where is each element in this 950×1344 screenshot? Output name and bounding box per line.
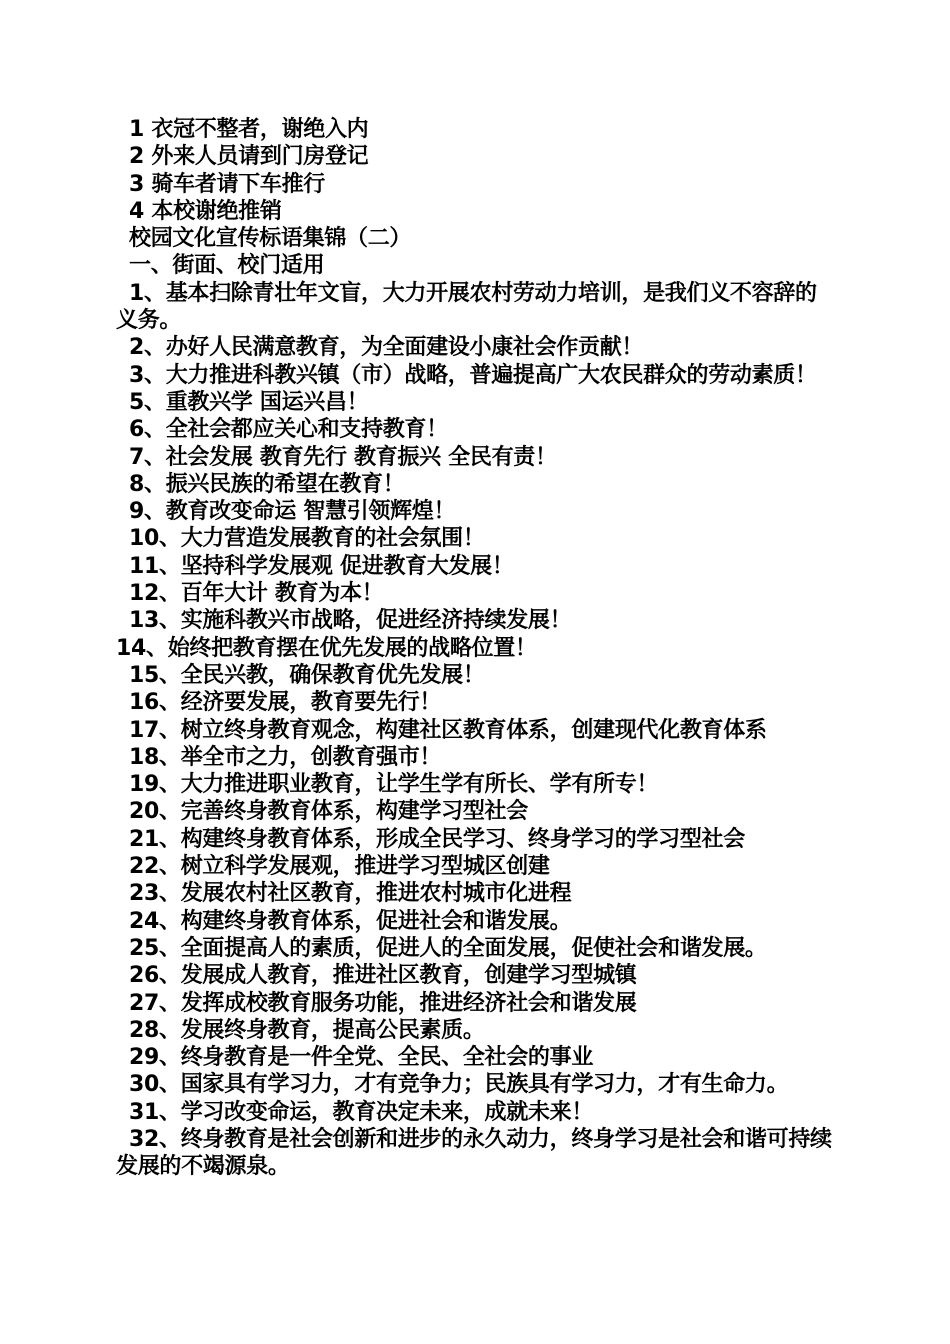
- list-item: 19、大力推进职业教育，让学生学有所长、学有所专！: [129, 772, 659, 798]
- document-body: [116, 116, 836, 1181]
- list-item: 14、始终把教育摆在优先发展的战略位置！: [116, 635, 537, 661]
- list-item: 28、发展终身教育，提高公民素质。: [129, 1017, 485, 1043]
- text-line: 2 外来人员请到门房登记: [129, 144, 369, 170]
- list-item: 31、学习改变命运，教育决定未来，成就未来！: [129, 1099, 594, 1125]
- list-item: 9、教育改变命运 智慧引领辉煌！: [129, 499, 456, 525]
- list-item: 16、经济要发展，教育要先行！: [129, 690, 442, 716]
- list-item: 22、树立科学发展观，推进学习型城区创建: [129, 854, 550, 880]
- text-line: 1 衣冠不整者，谢绝入内: [129, 117, 369, 142]
- list-item: 27、发挥成校教育服务功能，推进经济社会和谐发展: [129, 990, 637, 1016]
- list-item: 3、大力推进科教兴镇（市）战略，普遍提高广大农民群众的劳动素质！: [129, 362, 817, 388]
- text-line: 4 本校谢绝推销: [129, 198, 282, 224]
- list-item: 24、构建终身教育体系，促进社会和谐发展。: [129, 908, 572, 934]
- list-item: 26、发展成人教育，推进社区教育，创建学习型城镇: [129, 963, 637, 989]
- section-heading: 一、街面、校门适用: [129, 253, 325, 279]
- section-title: 校园文化宣传标语集锦（二）: [129, 226, 412, 252]
- list-item: 25、全面提高人的素质，促进人的全面发展，促使社会和谐发展。: [129, 935, 767, 961]
- list-item: 13、实施科教兴市战略，促进经济持续发展！: [129, 608, 572, 634]
- list-item: 29、终身教育是一件全党、全民、全社会的事业: [129, 1045, 594, 1071]
- list-item: 1、基本扫除青壮年文盲，大力开展农村劳动力培训，是我们义不容辞的义务。: [116, 280, 817, 334]
- list-item: 7、社会发展 教育先行 教育振兴 全民有责！: [129, 444, 557, 470]
- list-item: 30、国家具有学习力，才有竞争力；民族具有学习力，才有生命力。: [129, 1072, 789, 1098]
- list-item: 11、坚持科学发展观 促进教育大发展！: [129, 553, 514, 579]
- list-item: 12、百年大计 教育为本！: [129, 581, 384, 607]
- list-item: 10、大力营造发展教育的社会氛围！: [129, 526, 485, 552]
- text-line: 3 骑车者请下车推行: [129, 171, 325, 197]
- list-item: 20、完善终身教育体系，构建学习型社会: [129, 799, 528, 825]
- list-item: 2、办好人民满意教育，为全面建设小康社会作贡献！: [129, 335, 644, 361]
- list-item: 32、终身教育是社会创新和进步的永久动力，终身学习是社会和谐可持续发展的不竭源泉。: [116, 1126, 832, 1180]
- list-item: 23、发展农村社区教育，推进农村城市化进程: [129, 881, 572, 907]
- list-item: 8、振兴民族的希望在教育！: [129, 471, 405, 497]
- list-item: 5、重教兴学 国运兴昌！: [129, 389, 369, 415]
- list-item: 18、举全市之力，创教育强市！: [129, 744, 442, 770]
- list-item: 6、全社会都应关心和支持教育！: [129, 417, 448, 443]
- list-item: 15、全民兴教，确保教育优先发展！: [129, 662, 485, 688]
- list-item: 17、树立终身教育观念，构建社区教育体系，创建现代化教育体系: [129, 717, 767, 743]
- list-item: 21、构建终身教育体系，形成全民学习、终身学习的学习型社会: [129, 826, 745, 852]
